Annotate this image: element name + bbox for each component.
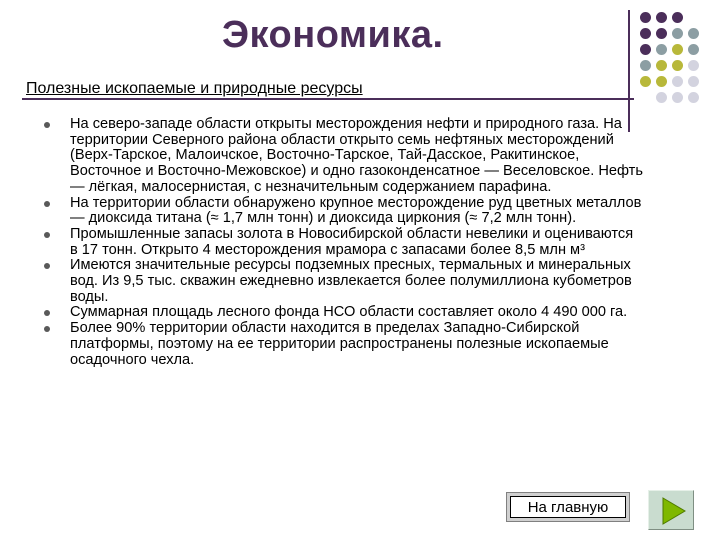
decorative-dot	[640, 76, 651, 87]
home-button-label: На главную	[510, 496, 626, 518]
decorative-dot-grid	[640, 12, 720, 112]
bullet-item-metals: На территории области обнаружено крупное месторождение руд цветных металлов — диоксида титана (≈ 1,7 млн тонн) и диоксида циркония (≈ 7,2 млн тонн).	[44, 196, 644, 227]
right-arrow-icon	[649, 491, 695, 531]
bullet-item-platform: Более 90% территории области находится в пределах Западно-Сибирской платформы, поэтому на ее территории распространены полезные ископаемые осадочного чехла.	[44, 321, 644, 368]
decorative-dot	[688, 60, 699, 71]
decorative-dot	[688, 92, 699, 103]
divider-horizontal	[22, 98, 634, 100]
decorative-dot	[672, 28, 683, 39]
bullet-item-forest: Суммарная площадь лесного фонда НСО области составляет около 4 490 000 га.	[44, 305, 644, 321]
decorative-dot	[672, 44, 683, 55]
decorative-dot	[656, 12, 667, 23]
slide-subtitle: Полезные ископаемые и природные ресурсы	[26, 80, 363, 97]
decorative-dot	[656, 76, 667, 87]
divider-vertical	[628, 10, 630, 132]
slide-title: Экономика.	[222, 14, 444, 56]
decorative-dot	[640, 28, 651, 39]
bullet-item-oil-gas: На северо-западе области открыты месторождения нефти и природного газа. На территории Северного района области открыто семь нефтяных месторождений (Верх-Тарское, Малоичское, Восточно-Тарское, Тай-Дасское, Ракитинское, Восточное и Восточно-Межовское) и одно газоконденсатное — Веселовское. Нефть — лёгкая, малосернистая, с незначительным содержанием парафина.	[44, 117, 644, 196]
bullet-item-water: Имеются значительные ресурсы подземных пресных, термальных и минеральных вод. Из 9,5 тыс. скважин ежедневно извлекается более полумиллиона кубометров воды.	[44, 258, 644, 305]
home-button[interactable]	[506, 492, 630, 522]
decorative-dot	[656, 92, 667, 103]
next-slide-button[interactable]	[648, 490, 694, 530]
decorative-dot	[656, 44, 667, 55]
decorative-dot	[672, 60, 683, 71]
decorative-dot	[688, 44, 699, 55]
decorative-dot	[640, 60, 651, 71]
decorative-dot	[688, 76, 699, 87]
bullet-item-gold-marble: Промышленные запасы золота в Новосибирской области невелики и оцениваются в 17 тонн. Открыто 4 месторождения мрамора с запасами более 8,5 млн м³	[44, 227, 644, 258]
decorative-dot	[688, 28, 699, 39]
decorative-dot	[672, 12, 683, 23]
bullet-list	[44, 117, 644, 368]
decorative-dot	[656, 60, 667, 71]
decorative-dot	[640, 12, 651, 23]
decorative-dot	[672, 92, 683, 103]
decorative-dot	[640, 44, 651, 55]
decorative-dot	[672, 76, 683, 87]
decorative-dot	[656, 28, 667, 39]
